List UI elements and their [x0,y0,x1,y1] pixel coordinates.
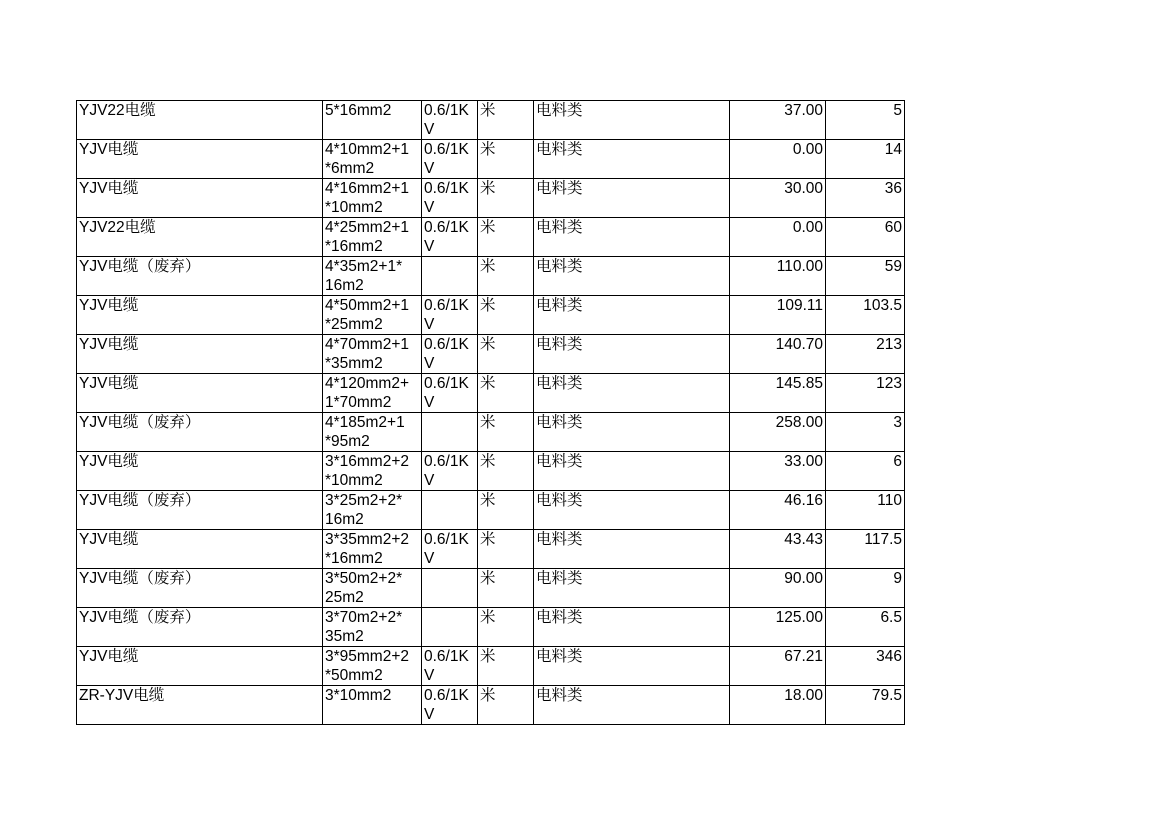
cell-category: 电料类 [534,686,730,725]
cell-voltage [422,608,478,647]
cell-price: 46.16 [730,491,826,530]
cell-spec: 4*16mm2+1 *10mm2 [323,179,422,218]
cell-price: 30.00 [730,179,826,218]
cell-price: 258.00 [730,413,826,452]
cell-quantity: 103.5 [826,296,905,335]
cell-voltage: 0.6/1K V [422,179,478,218]
cell-spec: 3*70m2+2* 35m2 [323,608,422,647]
cell-unit: 米 [478,140,534,179]
cell-unit: 米 [478,218,534,257]
cell-price: 90.00 [730,569,826,608]
table-row [77,296,905,335]
cell-quantity: 59 [826,257,905,296]
cell-voltage: 0.6/1K V [422,101,478,140]
cell-unit: 米 [478,374,534,413]
cell-quantity: 36 [826,179,905,218]
table-row [77,140,905,179]
table-row [77,647,905,686]
cell-quantity: 3 [826,413,905,452]
cell-category: 电料类 [534,608,730,647]
cell-price: 33.00 [730,452,826,491]
cell-voltage [422,491,478,530]
cell-unit: 米 [478,101,534,140]
table-row [77,101,905,140]
cell-unit: 米 [478,491,534,530]
cell-category: 电料类 [534,257,730,296]
cell-quantity: 117.5 [826,530,905,569]
cell-category: 电料类 [534,491,730,530]
cell-unit: 米 [478,296,534,335]
cell-name: ZR-YJV电缆 [77,686,323,725]
cell-name: YJV电缆 [77,647,323,686]
cell-name: YJV电缆 [77,335,323,374]
cell-unit: 米 [478,335,534,374]
cell-price: 145.85 [730,374,826,413]
cell-spec: 4*120mm2+ 1*70mm2 [323,374,422,413]
cell-name: YJV22电缆 [77,101,323,140]
cell-quantity: 110 [826,491,905,530]
cell-quantity: 6 [826,452,905,491]
cell-name: YJV电缆（废弃） [77,413,323,452]
table-row [77,335,905,374]
cell-spec: 4*25mm2+1 *16mm2 [323,218,422,257]
table-row [77,413,905,452]
cell-quantity: 5 [826,101,905,140]
cell-voltage: 0.6/1K V [422,686,478,725]
cell-voltage: 0.6/1K V [422,452,478,491]
cell-price: 140.70 [730,335,826,374]
cell-quantity: 6.5 [826,608,905,647]
cell-name: YJV电缆 [77,140,323,179]
cell-quantity: 213 [826,335,905,374]
cell-price: 110.00 [730,257,826,296]
cell-price: 125.00 [730,608,826,647]
cell-category: 电料类 [534,569,730,608]
table-row [77,257,905,296]
cell-name: YJV电缆（废弃） [77,569,323,608]
cell-voltage: 0.6/1K V [422,218,478,257]
cable-inventory-table [76,100,905,725]
cell-spec: 3*25m2+2* 16m2 [323,491,422,530]
cell-category: 电料类 [534,140,730,179]
cell-spec: 4*10mm2+1 *6mm2 [323,140,422,179]
cell-category: 电料类 [534,530,730,569]
table-body [77,101,905,725]
cell-name: YJV电缆（废弃） [77,257,323,296]
cell-price: 37.00 [730,101,826,140]
cell-category: 电料类 [534,374,730,413]
table-row [77,608,905,647]
table-row [77,530,905,569]
cell-name: YJV电缆 [77,452,323,491]
cell-unit: 米 [478,257,534,296]
cell-name: YJV电缆 [77,296,323,335]
table-row [77,686,905,725]
cell-unit: 米 [478,569,534,608]
table-row [77,491,905,530]
cell-voltage: 0.6/1K V [422,374,478,413]
cell-spec: 4*50mm2+1 *25mm2 [323,296,422,335]
cell-category: 电料类 [534,179,730,218]
cell-category: 电料类 [534,296,730,335]
cell-spec: 3*50m2+2* 25m2 [323,569,422,608]
cell-voltage: 0.6/1K V [422,335,478,374]
cell-spec: 3*16mm2+2 *10mm2 [323,452,422,491]
cell-spec: 3*95mm2+2 *50mm2 [323,647,422,686]
cell-unit: 米 [478,179,534,218]
cell-name: YJV电缆（废弃） [77,608,323,647]
cell-category: 电料类 [534,452,730,491]
cell-voltage: 0.6/1K V [422,530,478,569]
cell-unit: 米 [478,530,534,569]
cell-voltage [422,569,478,608]
cell-unit: 米 [478,452,534,491]
cell-price: 43.43 [730,530,826,569]
cell-voltage [422,257,478,296]
cell-spec: 3*10mm2 [323,686,422,725]
cell-category: 电料类 [534,335,730,374]
cell-spec: 4*70mm2+1 *35mm2 [323,335,422,374]
cell-price: 0.00 [730,218,826,257]
cell-name: YJV电缆 [77,374,323,413]
cell-price: 109.11 [730,296,826,335]
cell-price: 67.21 [730,647,826,686]
cell-unit: 米 [478,608,534,647]
cell-name: YJV电缆 [77,530,323,569]
cell-category: 电料类 [534,413,730,452]
table-row [77,374,905,413]
cell-quantity: 123 [826,374,905,413]
cell-voltage: 0.6/1K V [422,140,478,179]
table-row [77,179,905,218]
cell-unit: 米 [478,686,534,725]
cell-unit: 米 [478,647,534,686]
cell-name: YJV22电缆 [77,218,323,257]
cell-quantity: 9 [826,569,905,608]
cell-quantity: 79.5 [826,686,905,725]
cell-price: 0.00 [730,140,826,179]
cell-spec: 3*35mm2+2 *16mm2 [323,530,422,569]
cell-spec: 5*16mm2 [323,101,422,140]
cell-category: 电料类 [534,218,730,257]
cell-voltage: 0.6/1K V [422,647,478,686]
cell-unit: 米 [478,413,534,452]
cell-category: 电料类 [534,647,730,686]
cell-name: YJV电缆（废弃） [77,491,323,530]
cell-name: YJV电缆 [77,179,323,218]
cell-quantity: 346 [826,647,905,686]
cell-quantity: 14 [826,140,905,179]
cell-spec: 4*35m2+1* 16m2 [323,257,422,296]
cell-voltage: 0.6/1K V [422,296,478,335]
cell-price: 18.00 [730,686,826,725]
cell-quantity: 60 [826,218,905,257]
cell-category: 电料类 [534,101,730,140]
table-row [77,569,905,608]
table-row [77,218,905,257]
table-row [77,452,905,491]
cell-spec: 4*185m2+1 *95m2 [323,413,422,452]
cell-voltage [422,413,478,452]
